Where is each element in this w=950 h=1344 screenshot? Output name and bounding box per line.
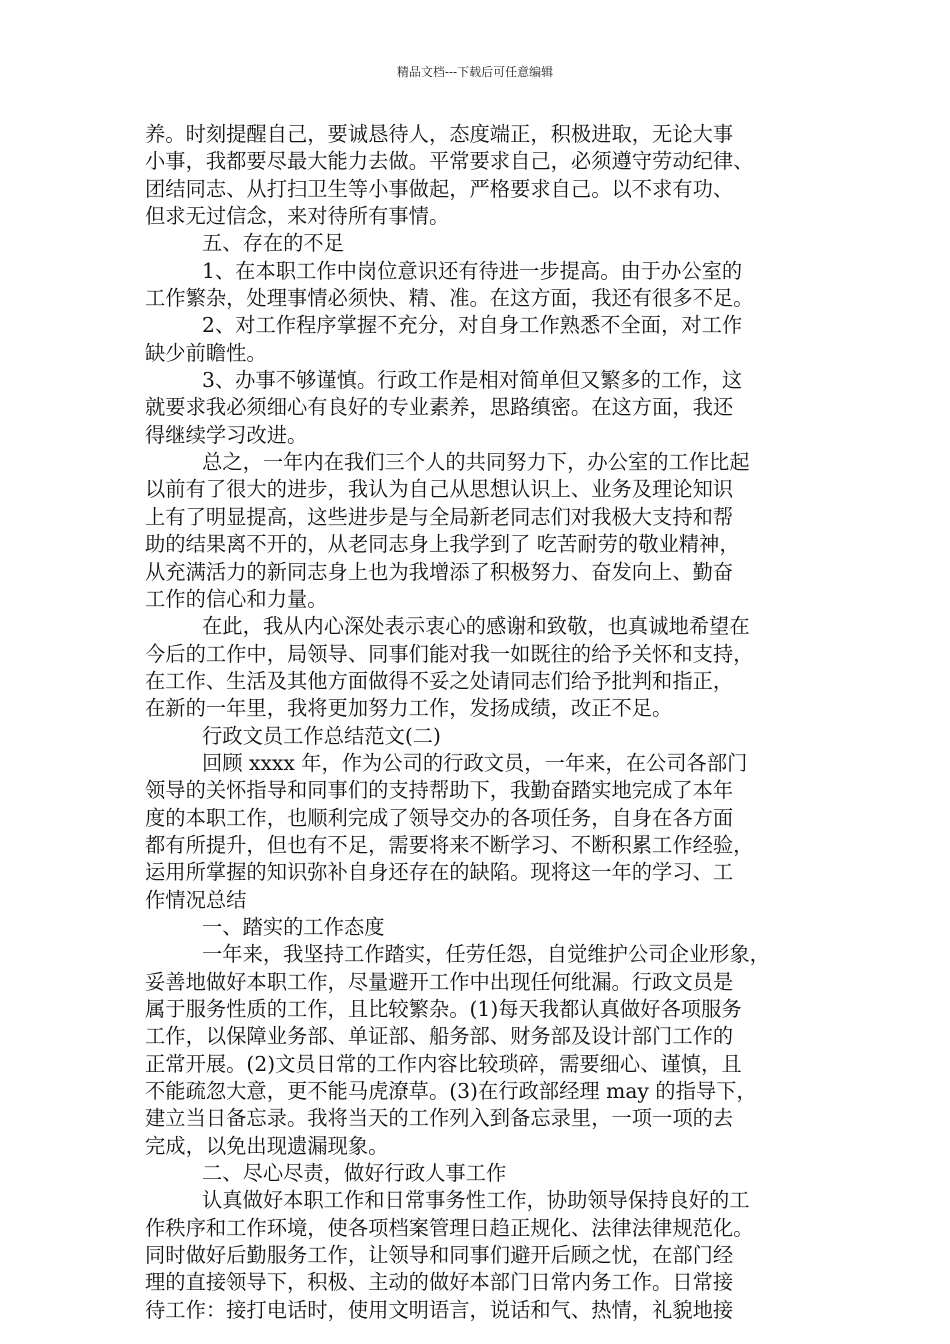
- text-line: 在新的一年里，我将更加努力工作，发扬成绩，改正不足。: [145, 696, 673, 721]
- text-line: 1、在本职工作中岗位意识还有待进一步提高。由于办公室的: [202, 258, 743, 283]
- text-line: 一年来，我坚持工作踏实，任劳任怨，自觉维护公司企业形象，: [202, 942, 770, 967]
- text-line: 养。时刻提醒自己，要诚恳待人，态度端正，积极进取，无论大事: [145, 122, 734, 146]
- text-line: 作秩序和工作环境，使各项档案管理日趋正规化、法律法律规范化。: [145, 1215, 754, 1240]
- text-line: 工作的信心和力量。: [145, 586, 328, 611]
- text-line: 度的本职工作，也顺利完成了领导交办的各项任务，自身在各方面: [145, 805, 734, 830]
- page-header: 精品文档---下载后可任意编辑: [396, 65, 554, 79]
- text-line: 得继续学习改进。: [145, 422, 308, 447]
- text-line: 不能疏忽大意，更不能马虎潦草。(3)在行政部经理 may 的指导下，: [145, 1079, 757, 1104]
- text-line: 一、踏实的工作态度: [202, 914, 385, 939]
- text-line: 领导的关怀指导和同事们的支持帮助下，我勤奋踏实地完成了本年: [145, 778, 734, 803]
- text-line: 行政文员工作总结范文(二): [202, 723, 441, 748]
- text-line: 今后的工作中，局领导、同事们能对我一如既往的给予关怀和支持，: [145, 641, 754, 666]
- document-body: [145, 121, 810, 1324]
- text-line: 缺少前瞻性。: [145, 340, 267, 365]
- text-line: 完成，以免出现遗漏现象。: [145, 1133, 389, 1158]
- text-line: 3、办事不够谨慎。行政工作是相对简单但又繁多的工作，这: [202, 368, 743, 393]
- text-line: 小事，我都要尽最大能力去做。平常要求自己，必须遵守劳动纪律、: [145, 149, 754, 174]
- text-line: 妥善地做好本职工作，尽量避开工作中出现任何纰漏。行政文员是: [145, 969, 734, 994]
- text-line: 二、尽心尽责，做好行政人事工作: [202, 1161, 507, 1186]
- text-line: 运用所掌握的知识弥补自身还存在的缺陷。现将这一年的学习、工: [145, 860, 734, 885]
- text-line: 认真做好本职工作和日常事务性工作，协助领导保持良好的工: [202, 1188, 750, 1213]
- text-line: 属于服务性质的工作，且比较繁杂。(1)每天我都认真做好各项服务: [145, 997, 742, 1021]
- text-line: 都有所提升，但也有不足，需要将来不断学习、不断积累工作经验，: [145, 832, 754, 857]
- text-line: 作情况总结: [145, 887, 247, 912]
- text-line: 同时做好后勤服务工作，让领导和同事们避开后顾之忧，在部门经: [145, 1243, 734, 1268]
- text-line: 团结同志、从打扫卫生等小事做起，严格要求自己。以不求有功、: [145, 176, 734, 201]
- text-line: 五、存在的不足: [202, 231, 344, 256]
- text-line: 但求无过信念，来对待所有事情。: [145, 204, 450, 229]
- text-line: 回顾 xxxx 年，作为公司的行政文员，一年来，在公司各部门: [202, 750, 748, 775]
- text-line: 工作繁杂，处理事情必须快、精、准。在这方面，我还有很多不足。: [145, 286, 754, 311]
- text-line: 建立当日备忘录。我将当天的工作列入到备忘录里，一项一项的去: [145, 1106, 734, 1131]
- text-line: 工作，以保障业务部、单证部、船务部、财务部及设计部门工作的: [145, 1024, 734, 1049]
- text-line: 从充满活力的新同志身上也为我增添了积极努力、奋发向上、勤奋: [145, 559, 734, 584]
- text-line: 就要求我必须细心有良好的专业素养，思路缜密。在这方面，我还: [145, 395, 734, 420]
- text-line: 助的结果离不开的，从老同志身上我学到了 吃苦耐劳的敬业精神，: [145, 532, 740, 557]
- text-line: 2、对工作程序掌握不充分，对自身工作熟悉不全面，对工作: [202, 313, 743, 338]
- text-line: 以前有了很大的进步，我认为自己从思想认识上、业务及理论知识: [145, 477, 734, 502]
- text-line: 在工作、生活及其他方面做得不妥之处请同志们给予批判和指正，: [145, 668, 734, 693]
- text-line: 上有了明显提高，这些进步是与全局新老同志们对我极大支持和帮: [145, 504, 734, 529]
- text-line: 理的直接领导下，积极、主动的做好本部门日常内务工作。日常接: [145, 1270, 734, 1295]
- text-line: 待工作：接打电话时，使用文明语言，说话和气、热情，礼貌地接: [145, 1297, 734, 1322]
- text-line: 正常开展。(2)文员日常的工作内容比较琐碎，需要细心、谨慎，且: [145, 1051, 742, 1076]
- text-line: 总之，一年内在我们三个人的共同努力下，办公室的工作比起: [202, 450, 750, 475]
- text-line: 在此，我从内心深处表示衷心的感谢和致敬，也真诚地希望在: [202, 614, 750, 639]
